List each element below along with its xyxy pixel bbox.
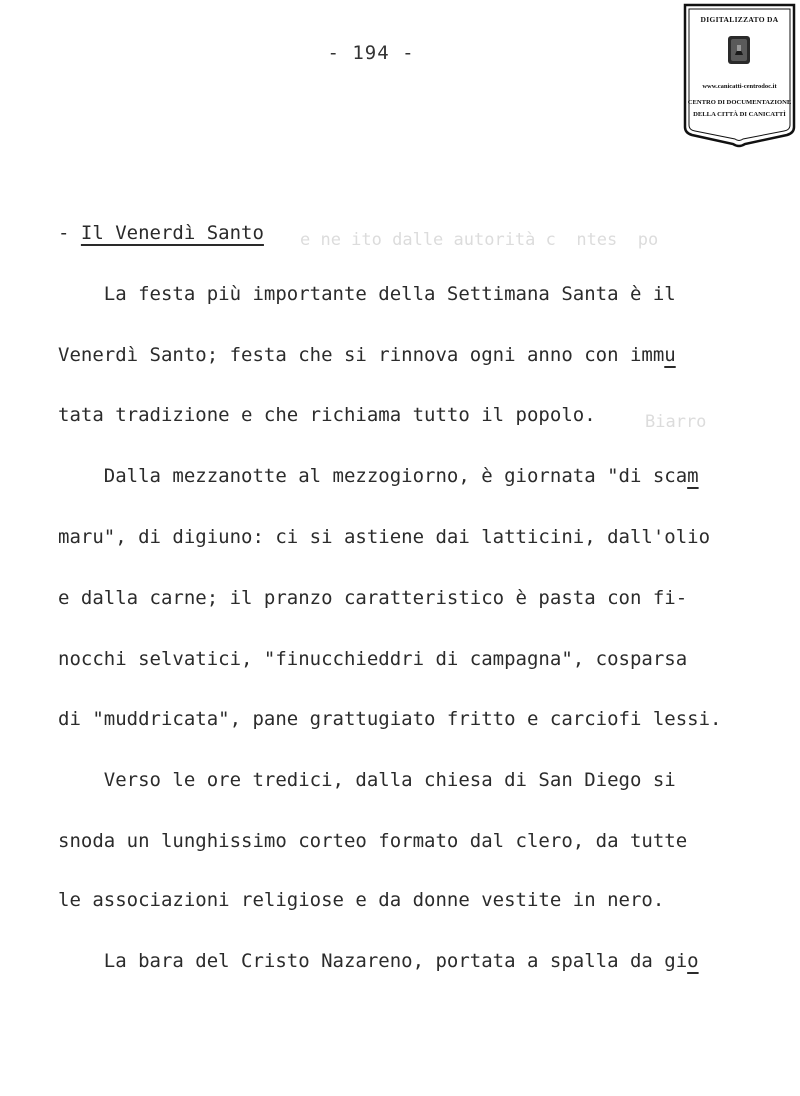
page-number: - 194 -: [327, 42, 415, 64]
text-line: le associazioni religiose e da donne vestite in nero.: [58, 889, 665, 911]
text-line: La bara del Cristo Nazareno, portata a spalla da gio: [58, 950, 699, 972]
text-line: maru", di digiuno: ci si astiene dai latticini, dall'olio: [58, 526, 711, 548]
text-line: tata tradizione e che richiama tutto il popolo.: [58, 404, 596, 426]
section-dash: -: [58, 222, 81, 244]
stamp-org-line2: DELLA CITTÀ DI CANICATTÌ: [693, 111, 786, 118]
text-line: nocchi selvatici, "finucchieddri di campagna", cosparsa: [58, 648, 688, 670]
stamp-org-line1: CENTRO DI DOCUMENTAZIONE: [687, 99, 792, 106]
text-line: La festa più importante della Settimana Santa è il: [58, 283, 676, 305]
section-heading: [58, 222, 264, 244]
stamp-badge-shape: [683, 3, 796, 151]
text-line: snoda un lunghissimo corteo formato dal clero, da tutte: [58, 830, 688, 852]
stamp-title: DIGITALIZZATO DA: [700, 15, 779, 24]
text-line: Dalla mezzanotte al mezzogiorno, è giornata "di scam: [58, 465, 699, 487]
section-title: Il Venerdì Santo: [80, 222, 264, 244]
stamp-url: www.canicatti-centrodoc.it: [702, 83, 777, 90]
text-line: e dalla carne; il pranzo caratteristico è pasta con fi-: [58, 587, 688, 609]
text-line: Verso le ore tredici, dalla chiesa di San Diego si: [58, 769, 676, 791]
text-line: di "muddricata", pane grattugiato fritto e carciofi lessi.: [58, 708, 722, 730]
text-line: Venerdì Santo; festa che si rinnova ogni anno con immu: [58, 344, 676, 366]
city-emblem-icon: [728, 36, 750, 64]
bleed-through-decoration: Biarro: [645, 412, 707, 432]
bleed-through-decoration: e ne ito dalle autorità c ntes po: [300, 230, 659, 250]
digitization-stamp: [683, 3, 796, 151]
